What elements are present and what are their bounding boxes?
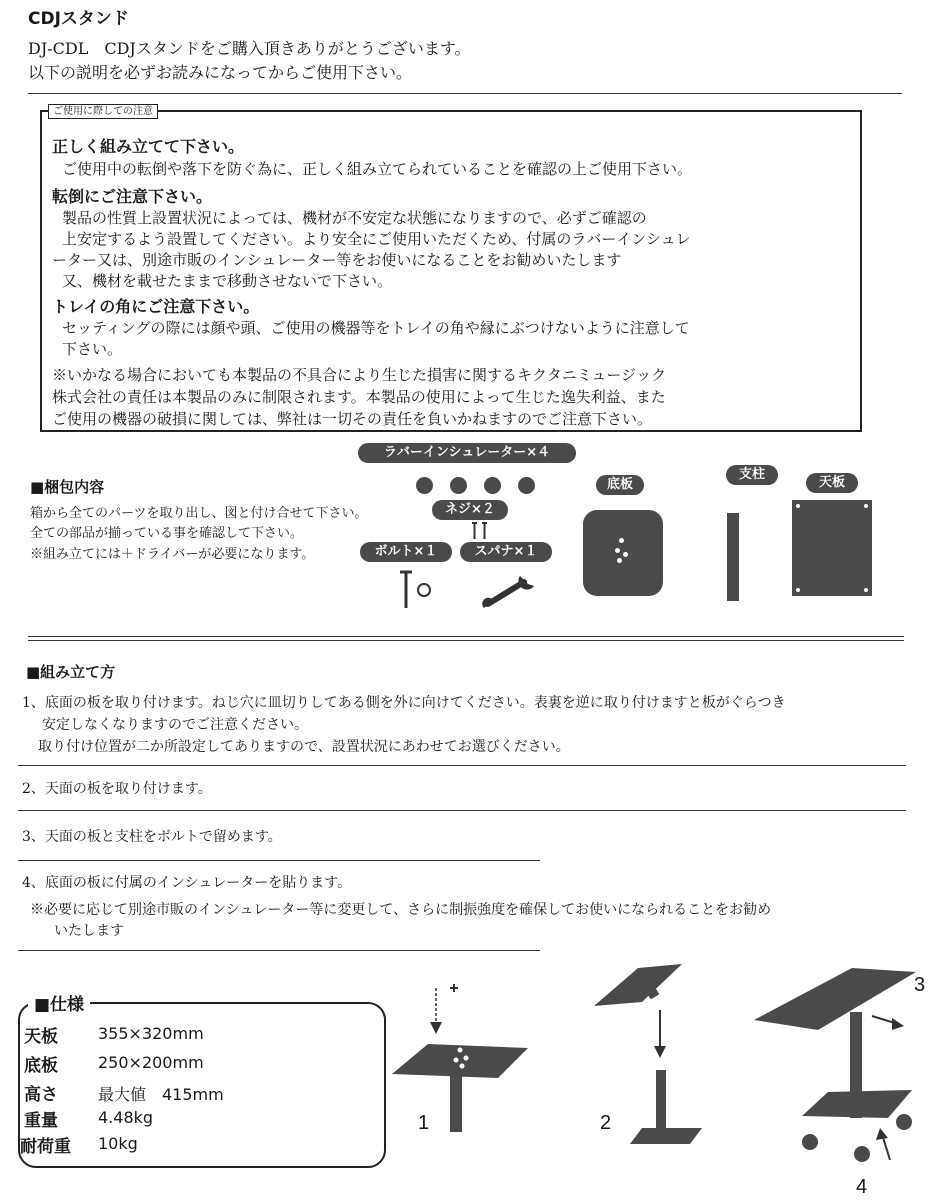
screw-icon	[468, 521, 492, 541]
caution-text: 下さい。	[62, 340, 123, 358]
caution-text: セッティングの際には顔や頭、ご使用の機器等をトレイの角や縁にぶつけないように注意して	[62, 319, 690, 337]
caution-text: 製品の性質上設置状況によっては、機材が不安定な状態になりますので、必ずご確認の	[62, 209, 647, 227]
caution-heading-3: トレイの角にご注意下さい。	[52, 297, 260, 316]
spec-value: 4.48kg	[98, 1108, 154, 1127]
base-plate-icon	[583, 510, 663, 596]
divider	[18, 810, 906, 811]
intro-line-2: 以下の説明を必ずお読みになってからご使用下さい。	[28, 63, 413, 82]
caution-text: 又、機材を載せたままで移動させないで下さい。	[62, 272, 393, 290]
pillar-label: 支柱	[726, 465, 778, 485]
step-1-line: 安定しなくなりますのでご注意ください。	[42, 717, 308, 733]
spec-value: 10kg	[98, 1134, 138, 1153]
divider	[18, 950, 540, 951]
caution-heading-1: 正しく組み立てて下さい。	[52, 137, 245, 156]
pillar-icon	[727, 513, 739, 601]
figure-label-1: 1	[418, 1112, 430, 1134]
step-1-line: 取り付け位置が二か所設定してありますので、設置状況にあわせてお選びください。	[38, 739, 570, 755]
figure-1-illustration	[388, 978, 548, 1138]
step-4-note: ※必要に応じて別途市販のインシュレーター等に変更して、さらに制振強度を確保してお使いになられることをお勧め	[30, 902, 772, 918]
spec-key: 天板	[24, 1027, 58, 1047]
bolt-label: ボルト×１	[360, 542, 452, 562]
caution-text: 上安定するよう設置してください。より安全にご使用いただくため、付属のラバーインシュレ	[62, 230, 691, 248]
spec-value: 最大値 415mm	[98, 1085, 224, 1104]
contents-line-2: 全ての部品が揃っている事を確認して下さい。	[30, 526, 304, 541]
caution-text: ご使用中の転倒や落下を防ぐ為に、正しく組み立てられていることを確認の上ご使用下さい。	[62, 160, 693, 178]
page-title: CDJスタンド	[28, 9, 129, 29]
spec-key: 底板	[24, 1056, 58, 1076]
spec-key: 高さ	[24, 1085, 58, 1105]
contents-line-3: ※組み立てには＋ドライバーが必要になります。	[30, 547, 315, 562]
spec-value: 250×200mm	[98, 1053, 204, 1072]
caution-tab-label: ご使用に際しての注意	[48, 104, 158, 119]
insulator-icon	[416, 477, 433, 494]
disclaimer-line: 株式会社の責任は本製品のみに制限されます。本製品の使用によって生じた逸失利益、また	[52, 388, 666, 406]
base-label: 底板	[596, 475, 644, 495]
divider	[18, 765, 906, 766]
top-label: 天板	[806, 473, 858, 493]
disclaimer-line: ご使用の機器の破損に関しては、弊社は一切その責任を負いかねますのでご注意下さい。	[52, 410, 653, 428]
spec-key: 重量	[24, 1111, 58, 1131]
step-4-note: いたします	[54, 923, 124, 939]
wrench-label: スパナ×１	[460, 542, 552, 562]
contents-line-1: 箱から全てのパーツを取り出し、図と付け合せて下さい。	[30, 506, 368, 521]
assembly-heading: ■組み立て方	[26, 663, 116, 681]
divider	[28, 636, 904, 637]
top-plate-icon	[792, 500, 872, 596]
figure-label-2: 2	[600, 1112, 612, 1134]
divider	[18, 860, 540, 861]
intro-line-1: DJ-CDL CDJスタンドをご購入頂きありがとうございます。	[28, 39, 471, 58]
step-2: 2、天面の板を取り付けます。	[22, 781, 212, 797]
insulator-icon	[484, 477, 501, 494]
figure-label-3: 3	[914, 974, 926, 996]
insulator-icon	[450, 477, 467, 494]
bolt-icon	[396, 568, 436, 612]
spec-heading: ■仕様	[28, 990, 90, 1015]
screw-label: ネジ×２	[432, 500, 508, 520]
divider	[28, 640, 904, 641]
figure-3-4-illustration	[752, 964, 932, 1164]
insulator-icon	[518, 477, 535, 494]
caution-text: ーター又は、別途市販のインシュレーター等をお使いになることをお勧めいたします	[52, 251, 622, 269]
step-3: 3、天面の板と支柱をボルトで留めます。	[22, 829, 282, 845]
disclaimer-line: ※いかなる場合においても本製品の不具合により生じた損害に関するキクタニミュージック	[52, 366, 667, 384]
spec-key: 耐荷重	[20, 1137, 71, 1157]
divider	[28, 93, 902, 94]
caution-heading-2: 転倒にご注意下さい。	[52, 187, 213, 206]
wrench-icon	[480, 570, 540, 612]
step-1-line: 1、底面の板を取り付けます。ねじ穴に皿切りしてある側を外に向けてください。表裏を逆に取り付けますと板がぐらつき	[22, 695, 786, 711]
spec-value: 355×320mm	[98, 1024, 204, 1043]
step-4: 4、底面の板に付属のインシュレーターを貼ります。	[22, 875, 352, 891]
insulator-label: ラバーインシュレーター×４	[358, 443, 576, 463]
contents-heading: ■梱包内容	[30, 478, 105, 496]
figure-label-4: 4	[856, 1176, 868, 1198]
